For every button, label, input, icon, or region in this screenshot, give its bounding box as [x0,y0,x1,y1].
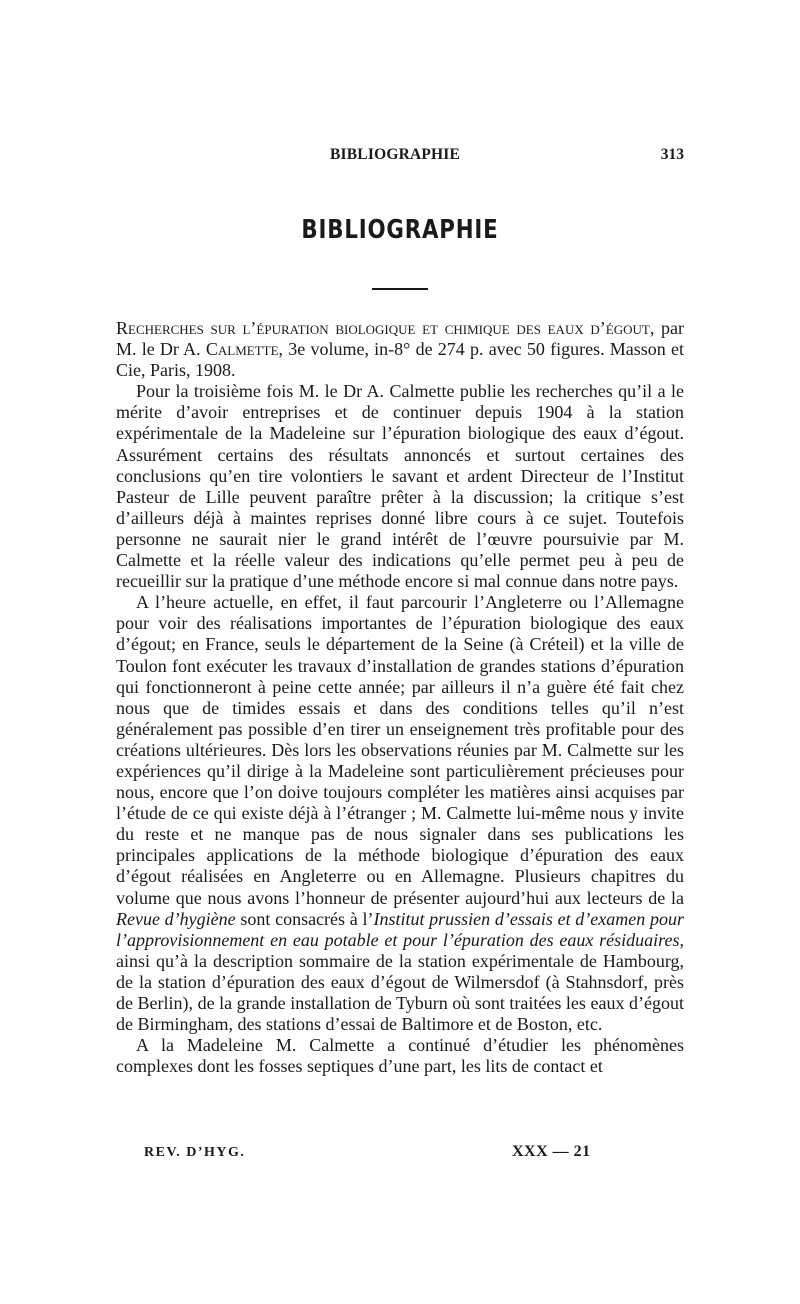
section-title: BIBLIOGRAPHIE [301,215,499,245]
entry-author: Calmette, [205,339,284,360]
journal-name: Revue d’hygiène [116,908,236,929]
title-rule [372,288,428,290]
running-head [116,146,684,168]
paragraph-2 [116,592,684,1035]
entry-details: 3e volume, in-8° de 274 p. avec 50 figures. Masson et Cie, Paris, 1908. [116,339,685,381]
body-text [116,318,684,1077]
paragraph-2-text-b: sont consacrés à l’ [235,908,374,929]
book-page [116,0,684,1304]
running-title: BIBLIOGRAPHIE [330,146,461,163]
signature-mark: XXX — 21 [512,1143,591,1160]
page-footer [116,1145,684,1165]
paragraph-2-text-c: ainsi qu’à la description sommaire de la station expérimentale de Hambourg, de la station d’épuration des eaux d’égout de Wilmersdof (à Stahnsdorf, près de Berlin), de la grande installation de Tyburn où sont traitées les eaux d’égout de Birmingham, des stations d’essai de Baltimore et de Boston, etc. [116,950,684,1035]
page-number: 313 [660,146,684,163]
paragraph-2-text-a: A l’heure actuelle, en effet, il faut parcourir l’Angleterre ou l’Allemagne pour voir des réalisations importantes de l’épuration biologique des eaux d’égout; en France, seuls le département de la Seine (à Créteil) et la ville de Toulon font exécuter les travaux d’installation de grandes stations d’épuration qui fonctionneront à peine cette année; par ailleurs il n’a guère été fait chez nous que de timides essais et dans des conditions telles qu’il n’est généralement pas possible d’en tirer un enseignement très profitable pour des créations ultérieures. Dès lors les observations réunies par M. Calmette sur les expériences qu’il dirige à la Madeleine sont particulièrement précieuses pour nous, encore que l’on doive toujours compléter les matières ainsi acquises par l’étude de ce qui existe déjà à l’étranger ; M. Calmette lui-même nous y invite du reste et ne manque pas de nous signaler dans ses publications les principales applications de la méthode biologique d’épuration des eaux d’égout réalisées en Angleterre ou en Allemagne. Plusieurs chapitres du volume que nous avons l’honneur de présenter aujourd’hui aux lecteurs de la [116,592,684,908]
institute-name: Institut prussien d’essais et d’examen pour l’approvisionnement en eau potable et pour l’épuration des eaux résiduaires, [116,908,684,950]
paragraph-1: Pour la troisième fois M. le Dr A. Calmette publie les recherches qu’il a le mérite d’avoir entreprises et de continuer depuis 1904 à la station expérimentale de la Madeleine sur l’épuration biologique des eaux d’égout. Assurément certains des résultats annoncés et surtout certaines des conclusions qu’en tire volontiers le savant et ardent Directeur de l’Institut Pasteur de Lille peuvent paraître prêter à la discussion; la critique s’est d’ailleurs déjà à maintes reprises donné libre cours à ce sujet. Toutefois personne ne saurait nier le grand intérêt de l’œuvre poursuivie par M. Calmette et la réelle valeur des indications qu’elle permet peu à peu de recueillir sur la pratique d’une méthode encore si mal connue dans notre pays. [116,381,684,592]
entry-author-intro: par M. le Dr A. [116,318,685,360]
bibliographic-entry [116,318,684,381]
journal-abbreviation: REV. D’HYG. [144,1145,246,1160]
entry-title: Recherches sur l’épuration biologique et chimique des eaux d’égout, [116,318,655,338]
paragraph-3: A la Madeleine M. Calmette a continué d’étudier les phénomènes complexes dont les fosses septiques d’une part, les lits de contact et [116,1035,684,1077]
